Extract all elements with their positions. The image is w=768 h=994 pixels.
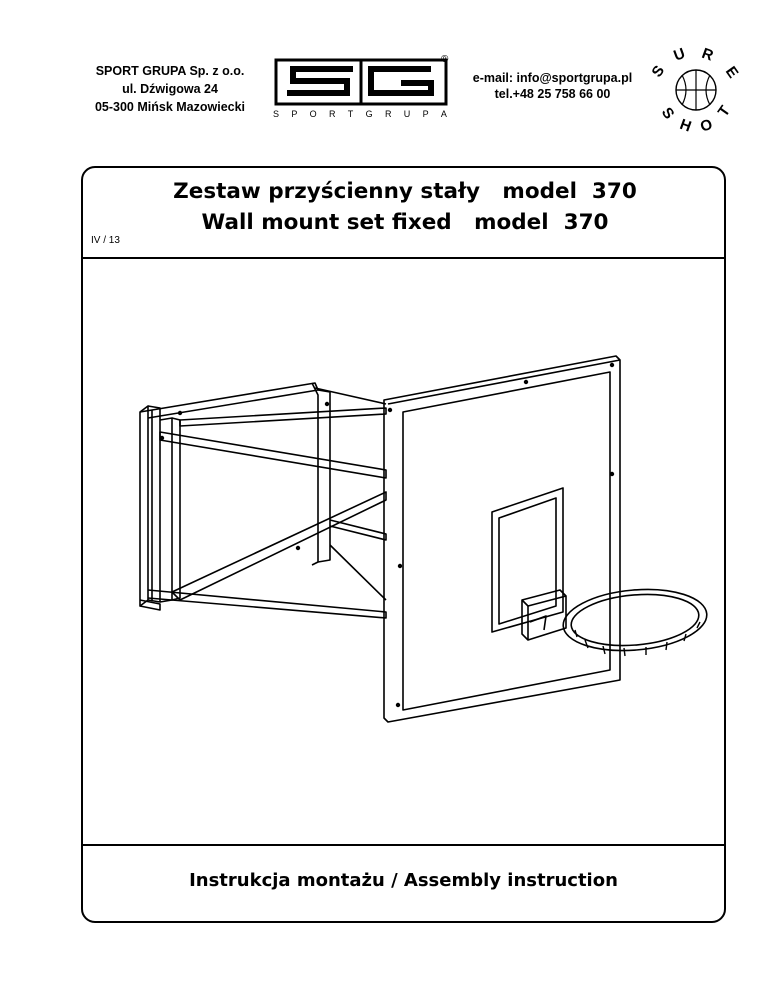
header-divider [81,257,726,259]
version-label: IV / 13 [91,235,120,246]
company-address [70,62,270,116]
sure-letter: S [650,62,669,81]
sure-letter: U [671,44,688,65]
sport-grupa-logo [273,54,465,126]
sure-letter: R [699,44,716,65]
sure-shot-logo [650,44,742,136]
sg-logo-tagline [273,109,447,119]
tagline-letter: G [365,109,373,119]
shot-letter: S [657,104,678,123]
product-illustration [130,350,730,740]
company-name: SPORT GRUPA Sp. z o.o. [95,64,245,78]
footer-title: Instrukcja montażu / Assembly instruction [189,870,618,891]
tagline-letter: S [273,109,280,119]
sg-logo-icon [273,58,449,106]
company-street: ul. Dźwigowa 24 [122,82,218,96]
basketball-icon [650,44,742,136]
basketball-wall-mount-drawing-icon [130,350,730,740]
document-title [110,176,700,238]
company-city: 05-300 Mińsk Mazowiecki [94,100,246,114]
tagline-letter: P [291,109,298,119]
shot-letter: T [714,102,734,121]
title-polish: Zestaw przyścienny stały model 370 [173,179,637,204]
contact-email: e-mail: info@sportgrupa.pl [472,71,633,85]
footer-divider [81,844,726,846]
tagline-letter: A [440,109,447,119]
tagline-letter: R [384,109,392,119]
tagline-letter: O [309,109,317,119]
tagline-letter: U [403,109,411,119]
tagline-letter: P [422,109,429,119]
shot-letter: O [698,115,715,136]
tagline-letter: R [328,109,336,119]
sure-letter: E [721,63,742,82]
contact-info [455,70,650,102]
tagline-letter: T [347,109,354,119]
registered-mark: ® [441,54,449,65]
title-english: Wall mount set fixed model 370 [201,210,609,235]
contact-phone: tel.+48 25 758 66 00 [494,87,611,101]
shot-letter: H [677,115,694,136]
